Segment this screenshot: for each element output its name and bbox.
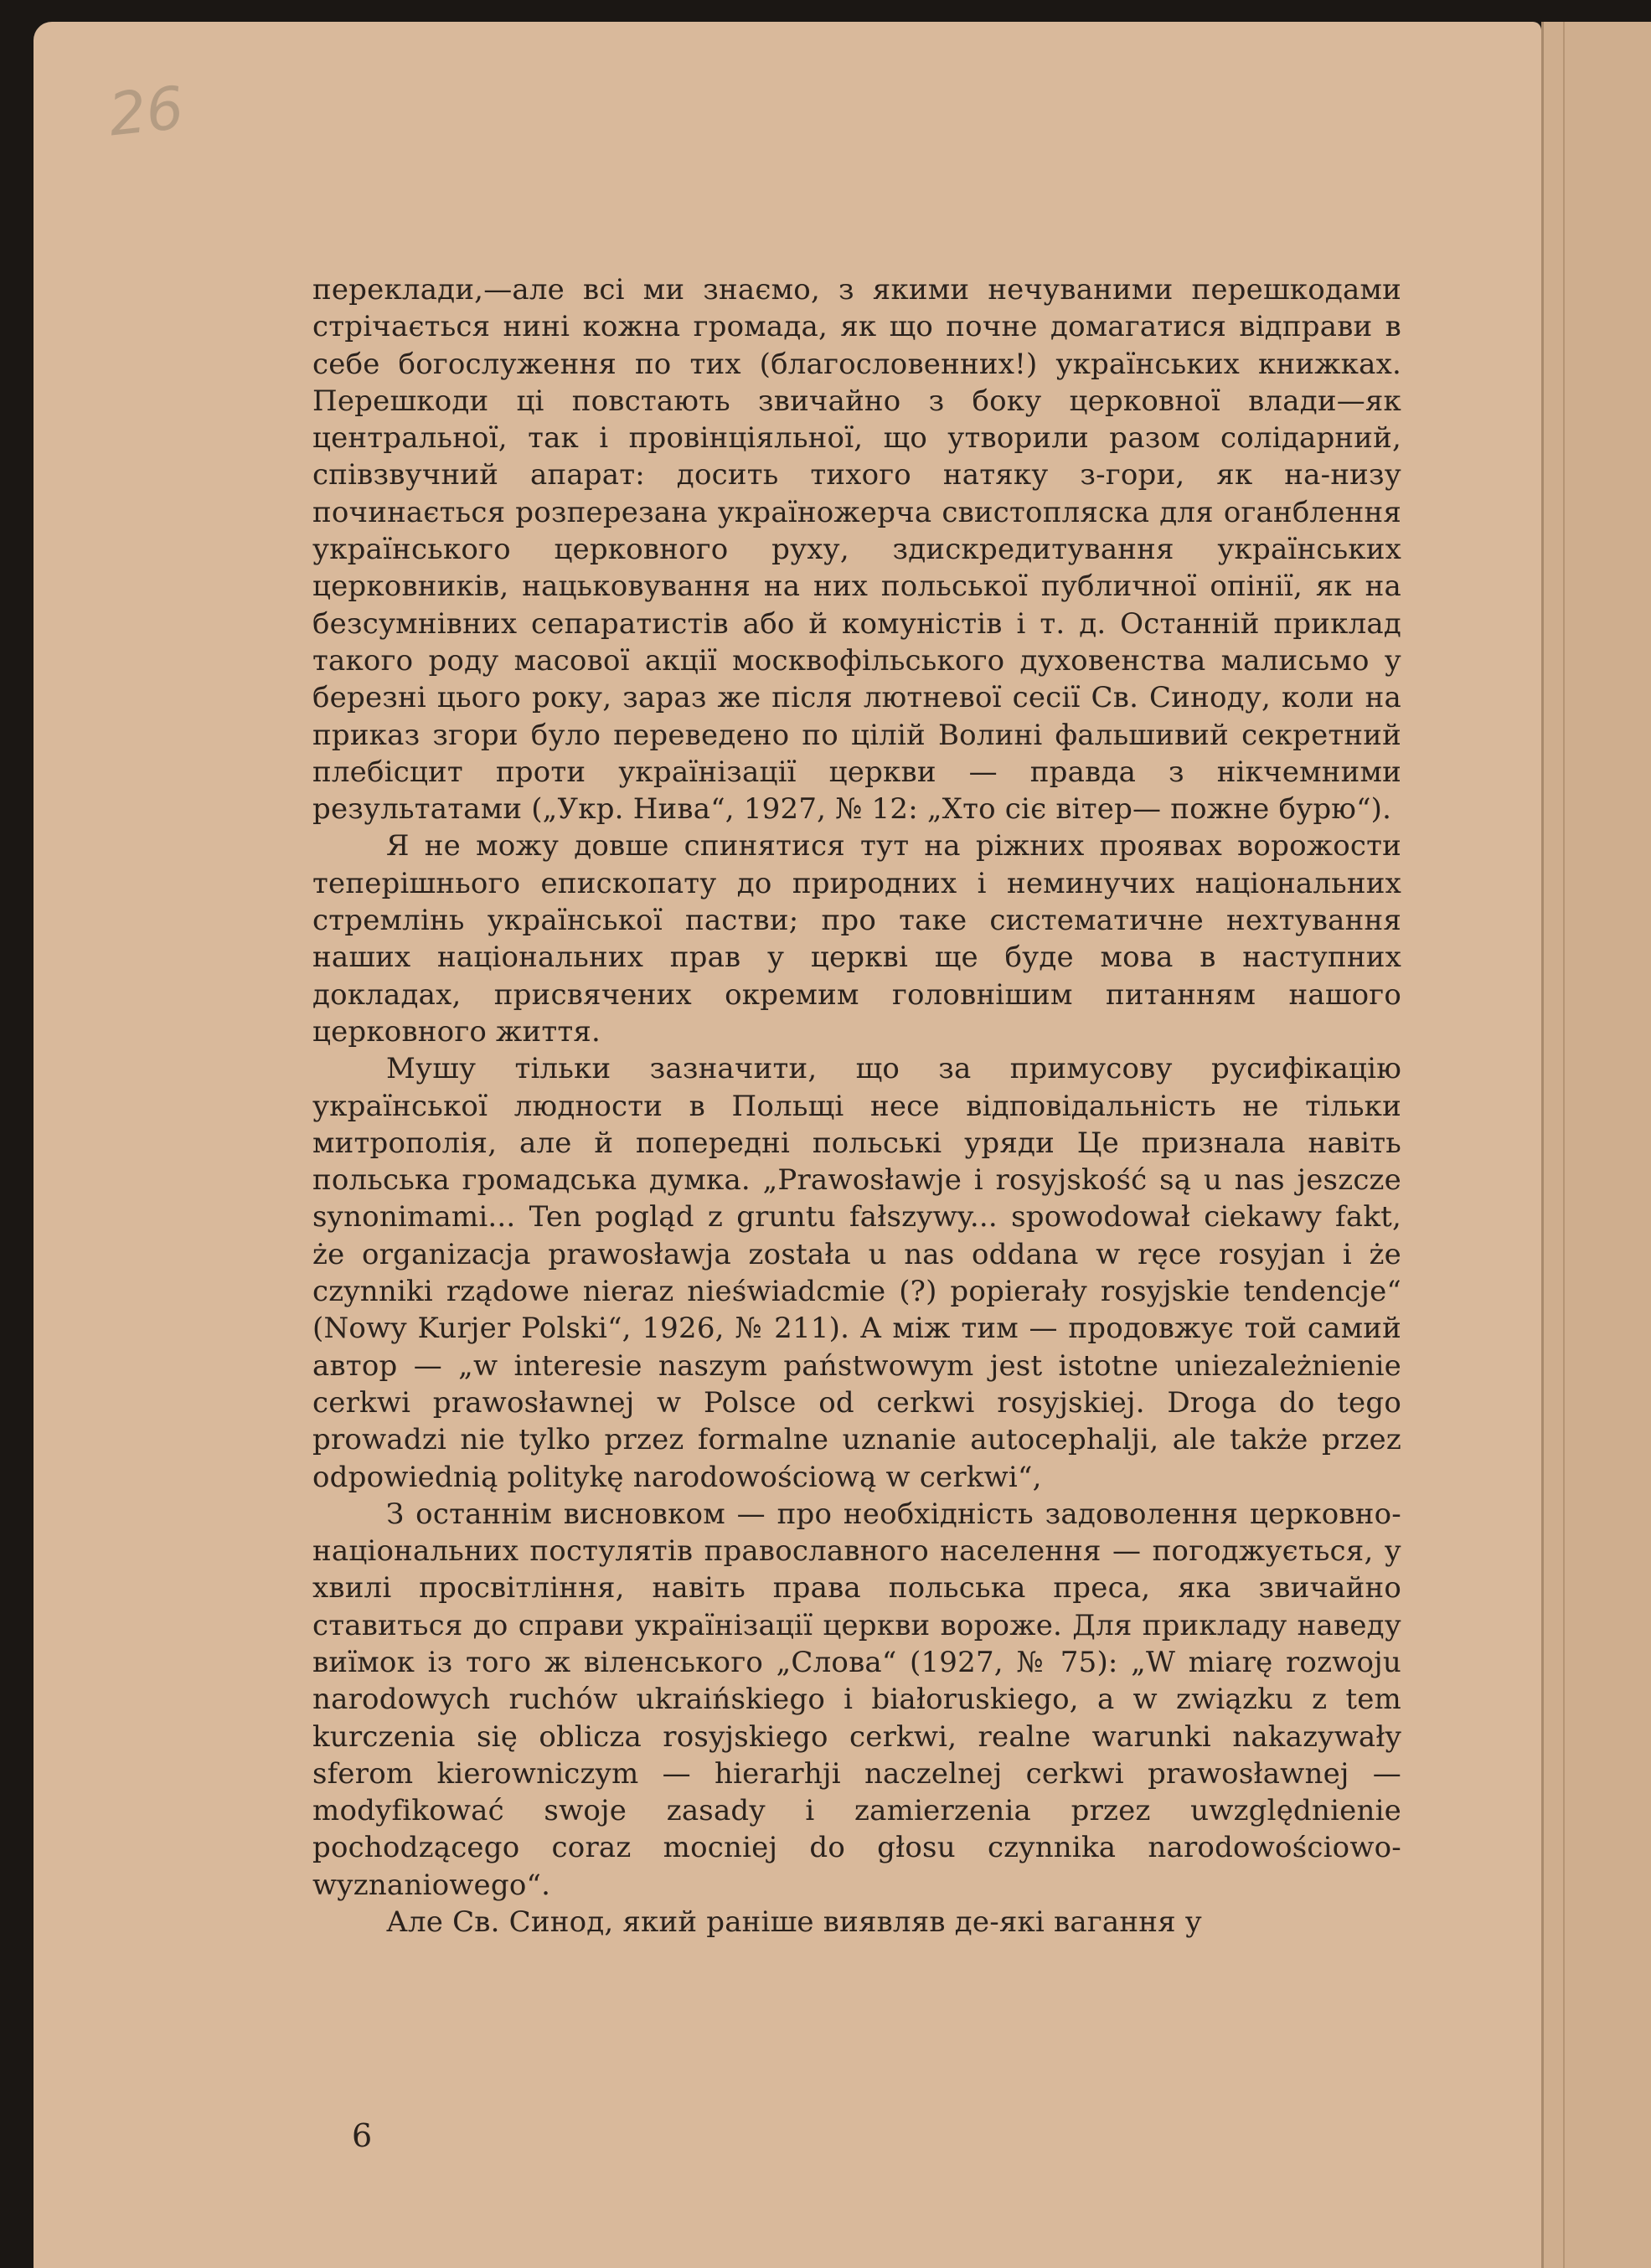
body-text [312,271,1401,1941]
paragraph-5: Але Св. Синод, який раніше виявляв де-які вагання у [386,1905,1202,1940]
next-page-edge [1541,22,1651,2268]
paragraph-4: З останнім висновком — про необхідність задоволення церковно-національних постулятів православного населення — погоджується, у хвилі просвітління, навіть права польська преса, яка звичайно ставиться до справи українізації церкви вороже. Для прикладу наведу виїмок із того ж віленського „Слова“ (1927, № 75): „W miarę rozwoju narodowych ruchów ukraińskiego i białoruskiego, a w związku z tem kurczenia się oblicza rosyjskiego cerkwi, realne warunki nakazywały sferom kierowniczym — hierarhji naczelnej cerkwi prawosławnej — modyfikować swoje zasady i zamierzenia przez uwzględnienie pochodzącego coraz mocniej do głosu czynnika narodowościowo-wyznaniowego“. [312,1497,1401,1902]
pencil-annotation: 26 [105,73,188,150]
paragraph-3: Мушу тільки зазначити, що за примусову русифікацію української людности в Польщі несе відповідальність не тільки митрополія, але й попередні польські уряди Це признала навіть польська громадська думка. „Prawosławje i rosyjskość są u nas jeszcze synonimami... Ten pogląd z gruntu fałszywy... spowodował ciekawy fakt, że organizacja prawosławja została u nas oddana w ręce rosyjan i że czynniki rządowe nieraz nieświadcmie (?) popierały rosyjskie tendencje“ (Nowy Kurjer Polski“, 1926, № 211). А між тим — продовжує той самий автор — „w interesie naszym państwowym jest istotne uniezależnienie cerkwi prawosławnej w Polsce od cerkwi rosyjskiej. Droga do tego prowadzi nie tylko przez formalne uznanie autocephalji, ale także przez odpowiednią politykę narodowościową w cerkwi“, [312,1052,1401,1494]
paragraph-1: переклади,—але всі ми знаємо, з якими нечуваними перешкодами стрічається нині кожна громада, як що почне домагатися відправи в себе богослуження по тих (благословенних!) українських книжках. Перешкоди ці повстають звичайно з боку церковної влади—як центральної, так і провінціяльної, що утворили разом солідарний, співзвучний апарат: досить тихого натяку з-гори, як на-низу починається розперезана україножерча свистопляска для оганблення українського церковного руху, здискредитування українських церковників, нацьковування на них польської публичної опінії, як на безсумнівних сепаратистів або й комуністів і т. д. Останній приклад такого роду масової акції москвофільського духовенства малисьмо у березні цього року, зараз же після лютневої сесії Св. Синоду, коли на приказ згори було переведено по цілій Волині фальшивий секретний плебісцит проти українізації церкви — правда з нікчемними результатами („Укр. Нива“, 1927, № 12: „Хто сіє вітер— пожне бурю“). [312,273,1401,827]
paragraph-2: Я не можу довше спинятися тут на ріжних проявах ворожости теперішнього епископату до природних і неминучих національних стремлінь української пастви; про таке систематичне нехтування наших національних прав у церкві ще буде мова в наступних докладах, присвячених окремим головнішим питанням нашого церковного життя. [312,829,1401,1049]
page-fold-line [1563,22,1565,2268]
page-number: 6 [352,2117,373,2154]
